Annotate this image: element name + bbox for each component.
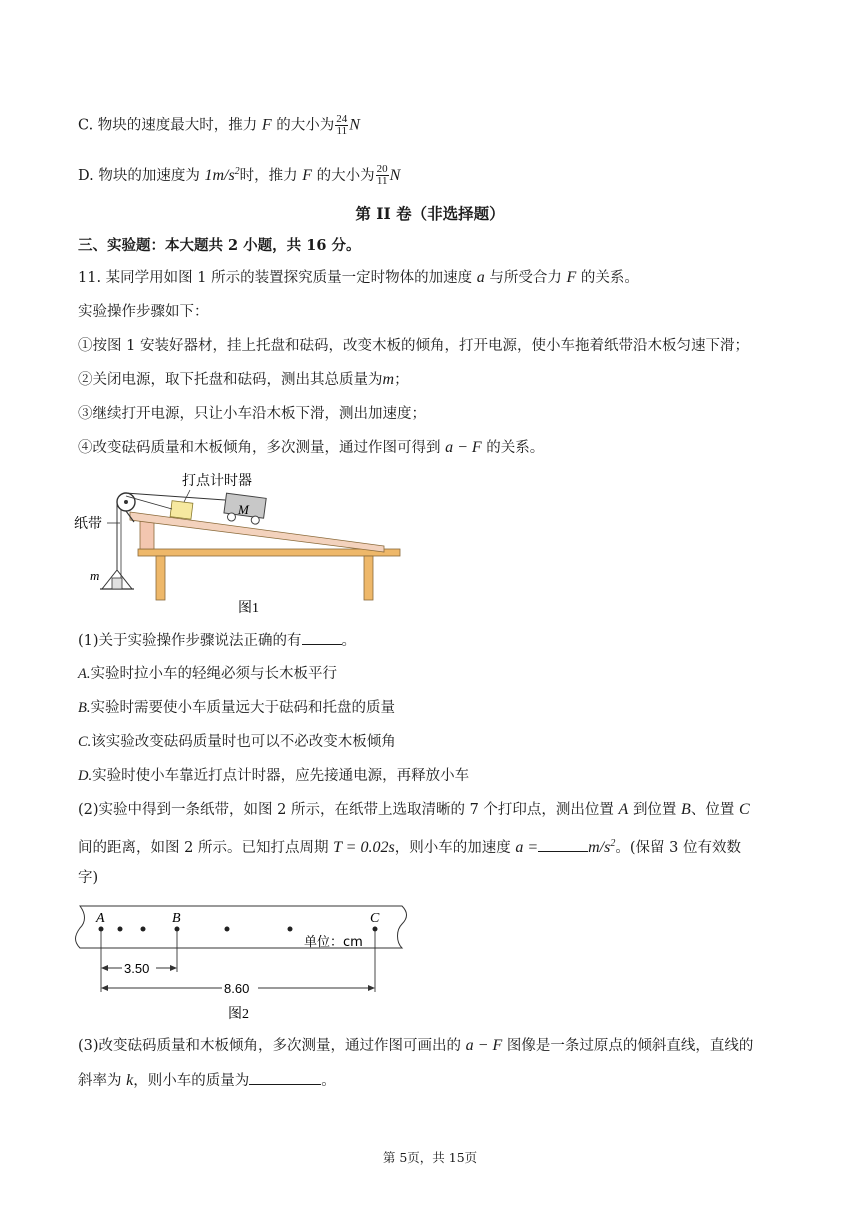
answer-blank	[302, 630, 342, 645]
table-leg-left	[156, 556, 165, 600]
part1-option-b: B.实验时需要使小车质量远大于砝码和托盘的质量	[78, 700, 395, 716]
cart-label: M	[238, 502, 249, 517]
figure-2	[72, 898, 418, 1024]
step-2: ②关闭电源，取下托盘和砝码，测出其总质量为m；	[78, 371, 409, 388]
figure-1	[72, 466, 412, 616]
answer-blank	[249, 1070, 321, 1085]
arrow-left-icon	[101, 965, 108, 971]
option-c: C. 物块的速度最大时，推力 F 的大小为 $\frac{24}{11}$ N	[78, 113, 360, 137]
unit-label: 单位：cm	[304, 935, 363, 950]
tape-label: 纸带	[74, 516, 102, 532]
section-title: 第 II 卷（非选择题）	[355, 204, 505, 223]
tape-dot	[141, 927, 146, 932]
dist-ab-label: 3.50	[124, 961, 150, 976]
steps-title: 实验操作步骤如下：	[78, 304, 209, 320]
fraction: $\frac{24}{11}$	[336, 113, 348, 137]
part1-option-d: D.实验时使小车靠近打点计时器，应先接通电源，再释放小车	[78, 768, 470, 784]
part1-question: (1)关于实验操作步骤说法正确的有 。	[78, 630, 356, 651]
part3-line-2: 斜率为 k，则小车的质量为 。	[78, 1072, 336, 1089]
part2-line-1: (2)实验中得到一条纸带，如图 2 所示，在纸带上选取清晰的 7 个打印点，测出位置 A 到位置 B、位置 C	[78, 801, 750, 818]
point-label-c: C	[370, 911, 380, 926]
arrow-left-icon	[101, 985, 108, 991]
tape-dot	[175, 927, 180, 932]
tape-dot	[225, 927, 230, 932]
step-3: ③继续打开电源，只让小车沿木板下滑，测出加速度；	[78, 406, 426, 422]
part2-line-3: 字)	[78, 870, 99, 886]
mass-label: m	[90, 568, 100, 583]
dist-ac-label: 8.60	[224, 981, 250, 996]
page-footer: 第 5页，共 15页	[382, 1150, 478, 1165]
part3-line-1: (3)改变砝码质量和木板倾角，多次测量，通过作图可画出的 a − F 图像是一条过原点的倾斜直线，直线的	[78, 1037, 754, 1054]
timer-leader	[184, 490, 190, 502]
tape-dot	[99, 927, 104, 932]
pulley-axle	[124, 500, 128, 504]
figure-1-caption: 图1	[238, 601, 259, 616]
tape-dot	[288, 927, 293, 932]
q11-intro: 11. 某同学用如图 1 所示的装置探究质量一定时物体的加速度 a 与所受合力 F 的关系。	[78, 269, 639, 286]
point-label-a: A	[96, 911, 105, 926]
tape-dot	[373, 927, 378, 932]
part1-option-c: C.该实验改变砝码质量时也可以不必改变木板倾角	[78, 734, 396, 750]
table-leg-right	[364, 556, 373, 600]
arrow-right-icon	[368, 985, 375, 991]
point-label-b: B	[172, 911, 181, 926]
answer-blank	[538, 837, 588, 852]
part2-line-2: 间的距离，如图 2 所示。已知打点周期 T = 0.02s，则小车的加速度 $a = m/s^2$。(保留 3 位有效数	[78, 838, 741, 856]
rope	[126, 493, 225, 500]
timer-icon	[170, 501, 193, 519]
timer-label: 打点计时器	[182, 473, 252, 489]
part1-option-a: A.实验时拉小车的轻绳必须与长木板平行	[78, 666, 337, 682]
table-top	[138, 549, 400, 556]
option-d: D. 物块的加速度为 $1m/s^2$时，推力 F 的大小为 $\frac{20}{11}$ N	[78, 163, 401, 188]
step-4: ④改变砝码质量和木板倾角，多次测量，通过作图可得到 a − F 的关系。	[78, 439, 545, 456]
tape-dot	[118, 927, 123, 932]
weight-icon	[112, 578, 122, 589]
arrow-right-icon	[170, 965, 177, 971]
step-1: ①按图 1 安装好器材，挂上托盘和砝码，改变木板的倾角，打开电源，使小车拖着纸带沿木板匀速下滑；	[78, 338, 749, 354]
part-heading: 三、实验题：本大题共 2 小题，共 16 分。	[78, 237, 361, 254]
fraction: $\frac{20}{11}$	[376, 163, 388, 188]
figure-2-caption: 图2	[228, 1007, 249, 1022]
